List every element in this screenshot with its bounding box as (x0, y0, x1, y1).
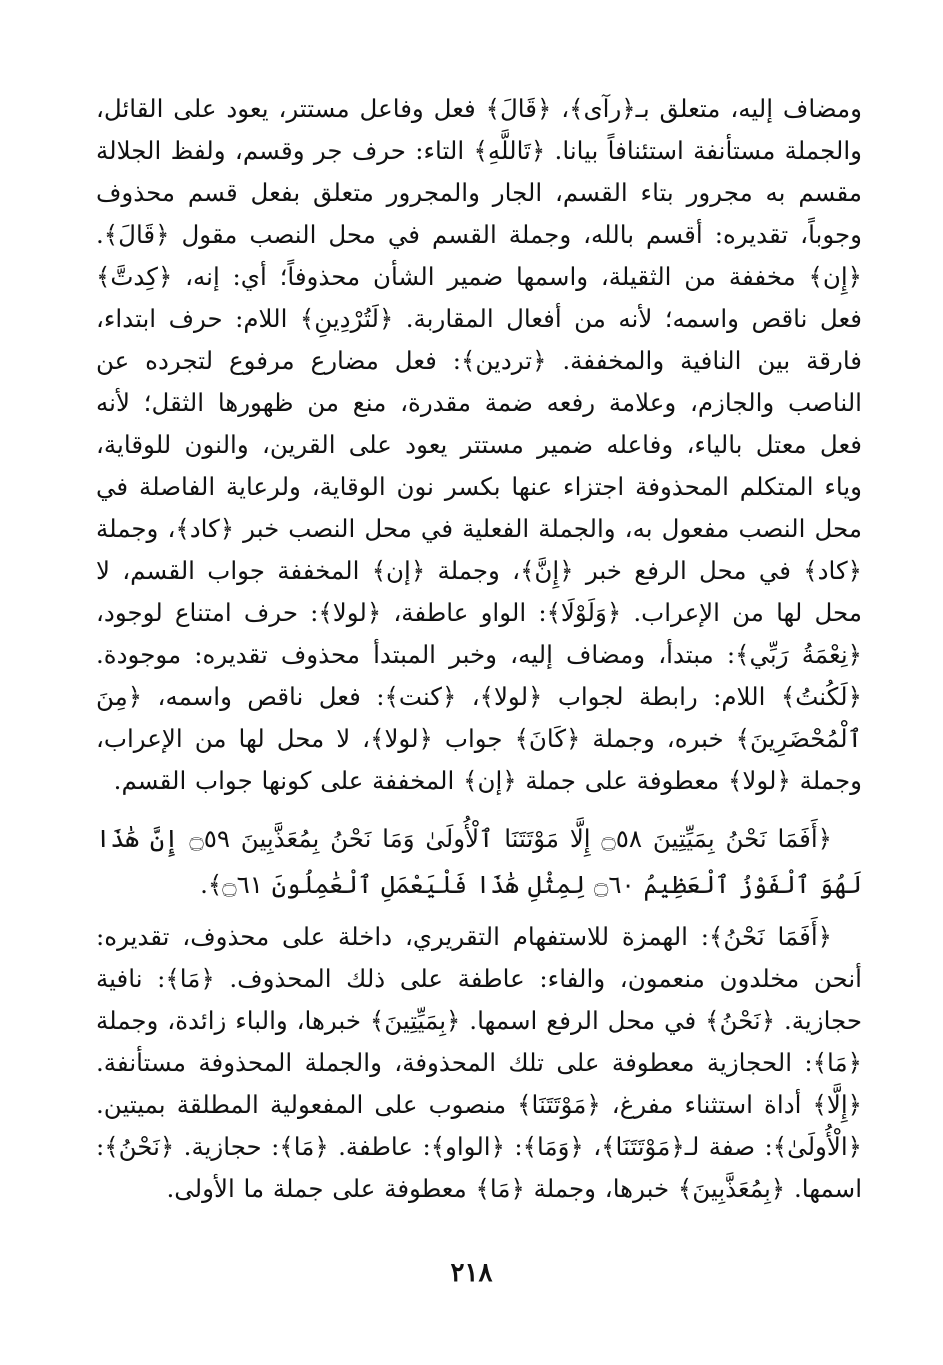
quran-verse-block: ﴿أَفَمَا نَحْنُ بِمَيِّتِينَ ۝٥٨ إِلَّا مَوْتَتَنَا ٱلْأُولَىٰ وَمَا نَحْنُ بِمُعَذَّبِينَ ۝٥٩ إِنَّ هَٰذَا لَهُوَ ٱلْفَوْزُ ٱلْعَظِيمُ ۝٦٠ لِمِثْلِ هَٰذَا فَلْيَعْمَلِ ٱلْعَٰمِلُونَ ۝٦١﴾. (96, 824, 862, 899)
page-body-text (96, 88, 862, 1210)
page-number: ٢١٨ (450, 1258, 493, 1288)
paragraph-analysis-continued: ومضاف إليه، متعلق بـ﴿رآى﴾، ﴿قَالَ﴾ فعل وفاعل مستتر، يعود على القائل، والجملة مستأنفة استئنافاً بيانا. ﴿تَاللَّهِ﴾ التاء: حرف جر وقسم، ولفظ الجلالة مقسم به مجرور بتاء القسم، الجار والمجرور متعلق بفعل قسم محذوف وجوباً، تقديره: أقسم بالله، وجملة القسم في محل النصب مقول ﴿قَالَ﴾. ﴿إِن﴾ مخففة من الثقيلة، واسمها ضمير الشأن محذوفاً؛ أي: إنه، ﴿كِدتَّ﴾ فعل ناقص واسمه؛ لأنه من أفعال المقاربة. ﴿لَتُرْدِينِ﴾ اللام: حرف ابتداء، فارقة بين النافية والمخففة. ﴿تردين﴾: فعل مضارع مرفوع لتجرده عن الناصب والجازم، وعلامة رفعه ضمة مقدرة، منع من ظهورها الثقل؛ لأنه فعل معتل بالياء، وفاعله ضمير مستتر يعود على القرين، والنون للوقاية، وياء المتكلم المحذوفة اجتزاء عنها بكسر نون الوقاية، ولرعاية الفاصلة في محل النصب مفعول به، والجملة الفعلية في محل النصب خبر ﴿كاد﴾، وجملة ﴿كاد﴾ في محل الرفع خبر ﴿إِنَّ﴾، وجملة ﴿إن﴾ المخففة جواب القسم، لا محل لها من الإعراب. ﴿وَلَوْلَا﴾: الواو عاطفة، ﴿لولا﴾: حرف امتناع لوجود، ﴿نِعْمَةُ رَبِّي﴾: مبتدأ، ومضاف إليه، وخبر المبتدأ محذوف تقديره: موجودة. ﴿لَكُنتُ﴾ اللام: رابطة لجواب ﴿لولا﴾، ﴿كنت﴾: فعل ناقص واسمه، ﴿مِنَ ٱلْمُحْضَرِينَ﴾ خبره، وجملة ﴿كَانَ﴾ جواب ﴿لولا﴾، لا محل لها من الإعراب، وجملة ﴿لولا﴾ معطوفة على جملة ﴿إن﴾ المخففة على كونها جواب القسم. (96, 94, 862, 795)
paragraph-analysis-new: ﴿أَفَمَا نَحْنُ﴾: الهمزة للاستفهام التقريري، داخلة على محذوف، تقديره: أنحن مخلدون منعمون، والفاء: عاطفة على ذلك المحذوف. ﴿مَا﴾: نافية حجازية. ﴿نَحْنُ﴾ في محل الرفع اسمها. ﴿بِمَيِّتِينَ﴾ خبرها، والباء زائدة، وجملة ﴿مَا﴾: الحجازية معطوفة على تلك المحذوفة، والجملة المحذوفة مستأنفة. ﴿إِلَّا﴾ أداة استثناء مفرغ، ﴿مَوْتَتَنَا﴾ منصوب على المفعولية المطلقة بميتين. ﴿الْأُولَىٰ﴾: صفة لـ﴿مَوْتَتَنَا﴾، ﴿وَمَا﴾: ﴿الواو﴾: عاطفة. ﴿مَا﴾: حجازية. ﴿نَحْنُ﴾: اسمها. ﴿بِمُعَذَّبِينَ﴾ خبرها، وجملة ﴿مَا﴾ معطوفة على جملة ما الأولى. (96, 922, 862, 1203)
